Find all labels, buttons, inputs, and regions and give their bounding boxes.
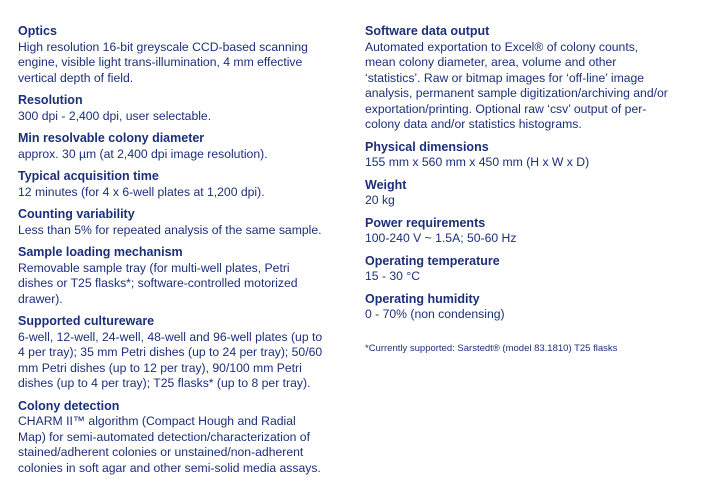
spec-colony-detection (18, 399, 358, 477)
spec-text: 12 minutes (for 4 x 6-well plates at 1,200 dpi). (18, 184, 265, 199)
right-column (365, 24, 705, 355)
spec-operating-temperature (365, 254, 705, 285)
spec-operating-humidity (365, 292, 705, 323)
spec-optics (18, 24, 358, 86)
spec-text: Less than 5% for repeated analysis of the same sample. (18, 222, 322, 237)
spec-min-colony-diameter (18, 131, 358, 162)
spec-heading: Supported cultureware (18, 314, 155, 328)
spec-text: 20 kg (365, 193, 395, 207)
spec-text: 100-240 V ~ 1.5A; 50-60 Hz (365, 231, 517, 245)
spec-text: 300 dpi - 2,400 dpi, user selectable. (18, 108, 212, 123)
left-column (18, 24, 358, 483)
spec-resolution (18, 93, 358, 124)
spec-sample-loading (18, 245, 358, 307)
spec-text: Removable sample tray (for multi-well plates, Petri dishes or T25 flasks*; software-controlled motorized drawer). (18, 260, 298, 306)
spec-text: Automated exportation to Excel® of colony counts, mean colony diameter, area, volume and other ‘statistics’. Raw or bitmap images for ‘off-line’ image analysis, permanent sample digitization/archiving and/or exportation/printing. Optional raw ‘csv’ output of per- colony data and/or statistics histograms. (365, 39, 668, 131)
spec-text: 155 mm x 560 mm x 450 mm (H x W x D) (365, 155, 590, 169)
spec-heading: Optics (18, 24, 57, 38)
spec-physical-dimensions (365, 140, 705, 171)
spec-text: 15 - 30 °C (365, 269, 421, 283)
spec-text: 0 - 70% (non condensing) (365, 307, 505, 321)
spec-text: CHARM II™ algorithm (Compact Hough and Radial Map) for semi-automated detection/characterization of stained/adherent colonies or unstained/non-adherent colonies in soft agar and other semi-solid media assays. (18, 414, 321, 475)
spec-heading: Physical dimensions (365, 139, 489, 154)
spec-acquisition-time (18, 169, 358, 200)
spec-heading: Colony detection (18, 398, 120, 413)
spec-heading: Sample loading mechanism (18, 245, 183, 259)
footnote: *Currently supported: Sarstedt® (model 83.1810) T25 flasks (365, 342, 618, 354)
spec-text: approx. 30 µm (at 2,400 dpi image resolution). (18, 146, 268, 161)
spec-heading: Resolution (18, 93, 83, 107)
spec-heading: Weight (365, 177, 407, 192)
spec-power-requirements (365, 216, 705, 247)
spec-heading: Software data output (365, 24, 490, 38)
spec-heading: Typical acquisition time (18, 169, 159, 183)
spec-heading: Counting variability (18, 207, 135, 221)
spec-software-output (365, 24, 705, 133)
spec-text: High resolution 16-bit greyscale CCD-based scanning engine, visible light trans-illumination, 4 mm effective vertical depth of field. (18, 39, 308, 85)
spec-supported-cultureware (18, 314, 358, 392)
spec-heading: Operating humidity (365, 291, 480, 306)
spec-text: 6-well, 12-well, 24-well, 48-well and 96-well plates (up to 4 per tray); 35 mm Petri dishes (up to 24 per tray); 50/60 mm Petri dishes (up to 12 per tray), 90/100 mm Petri dishes (up to 4 per tray); T25 flasks* (up to 8 per tray). (18, 329, 323, 390)
spec-counting-variability (18, 207, 358, 238)
spec-heading: Operating temperature (365, 253, 500, 268)
spec-heading: Min resolvable colony diameter (18, 131, 205, 145)
spec-heading: Power requirements (365, 215, 486, 230)
spec-weight (365, 178, 705, 209)
